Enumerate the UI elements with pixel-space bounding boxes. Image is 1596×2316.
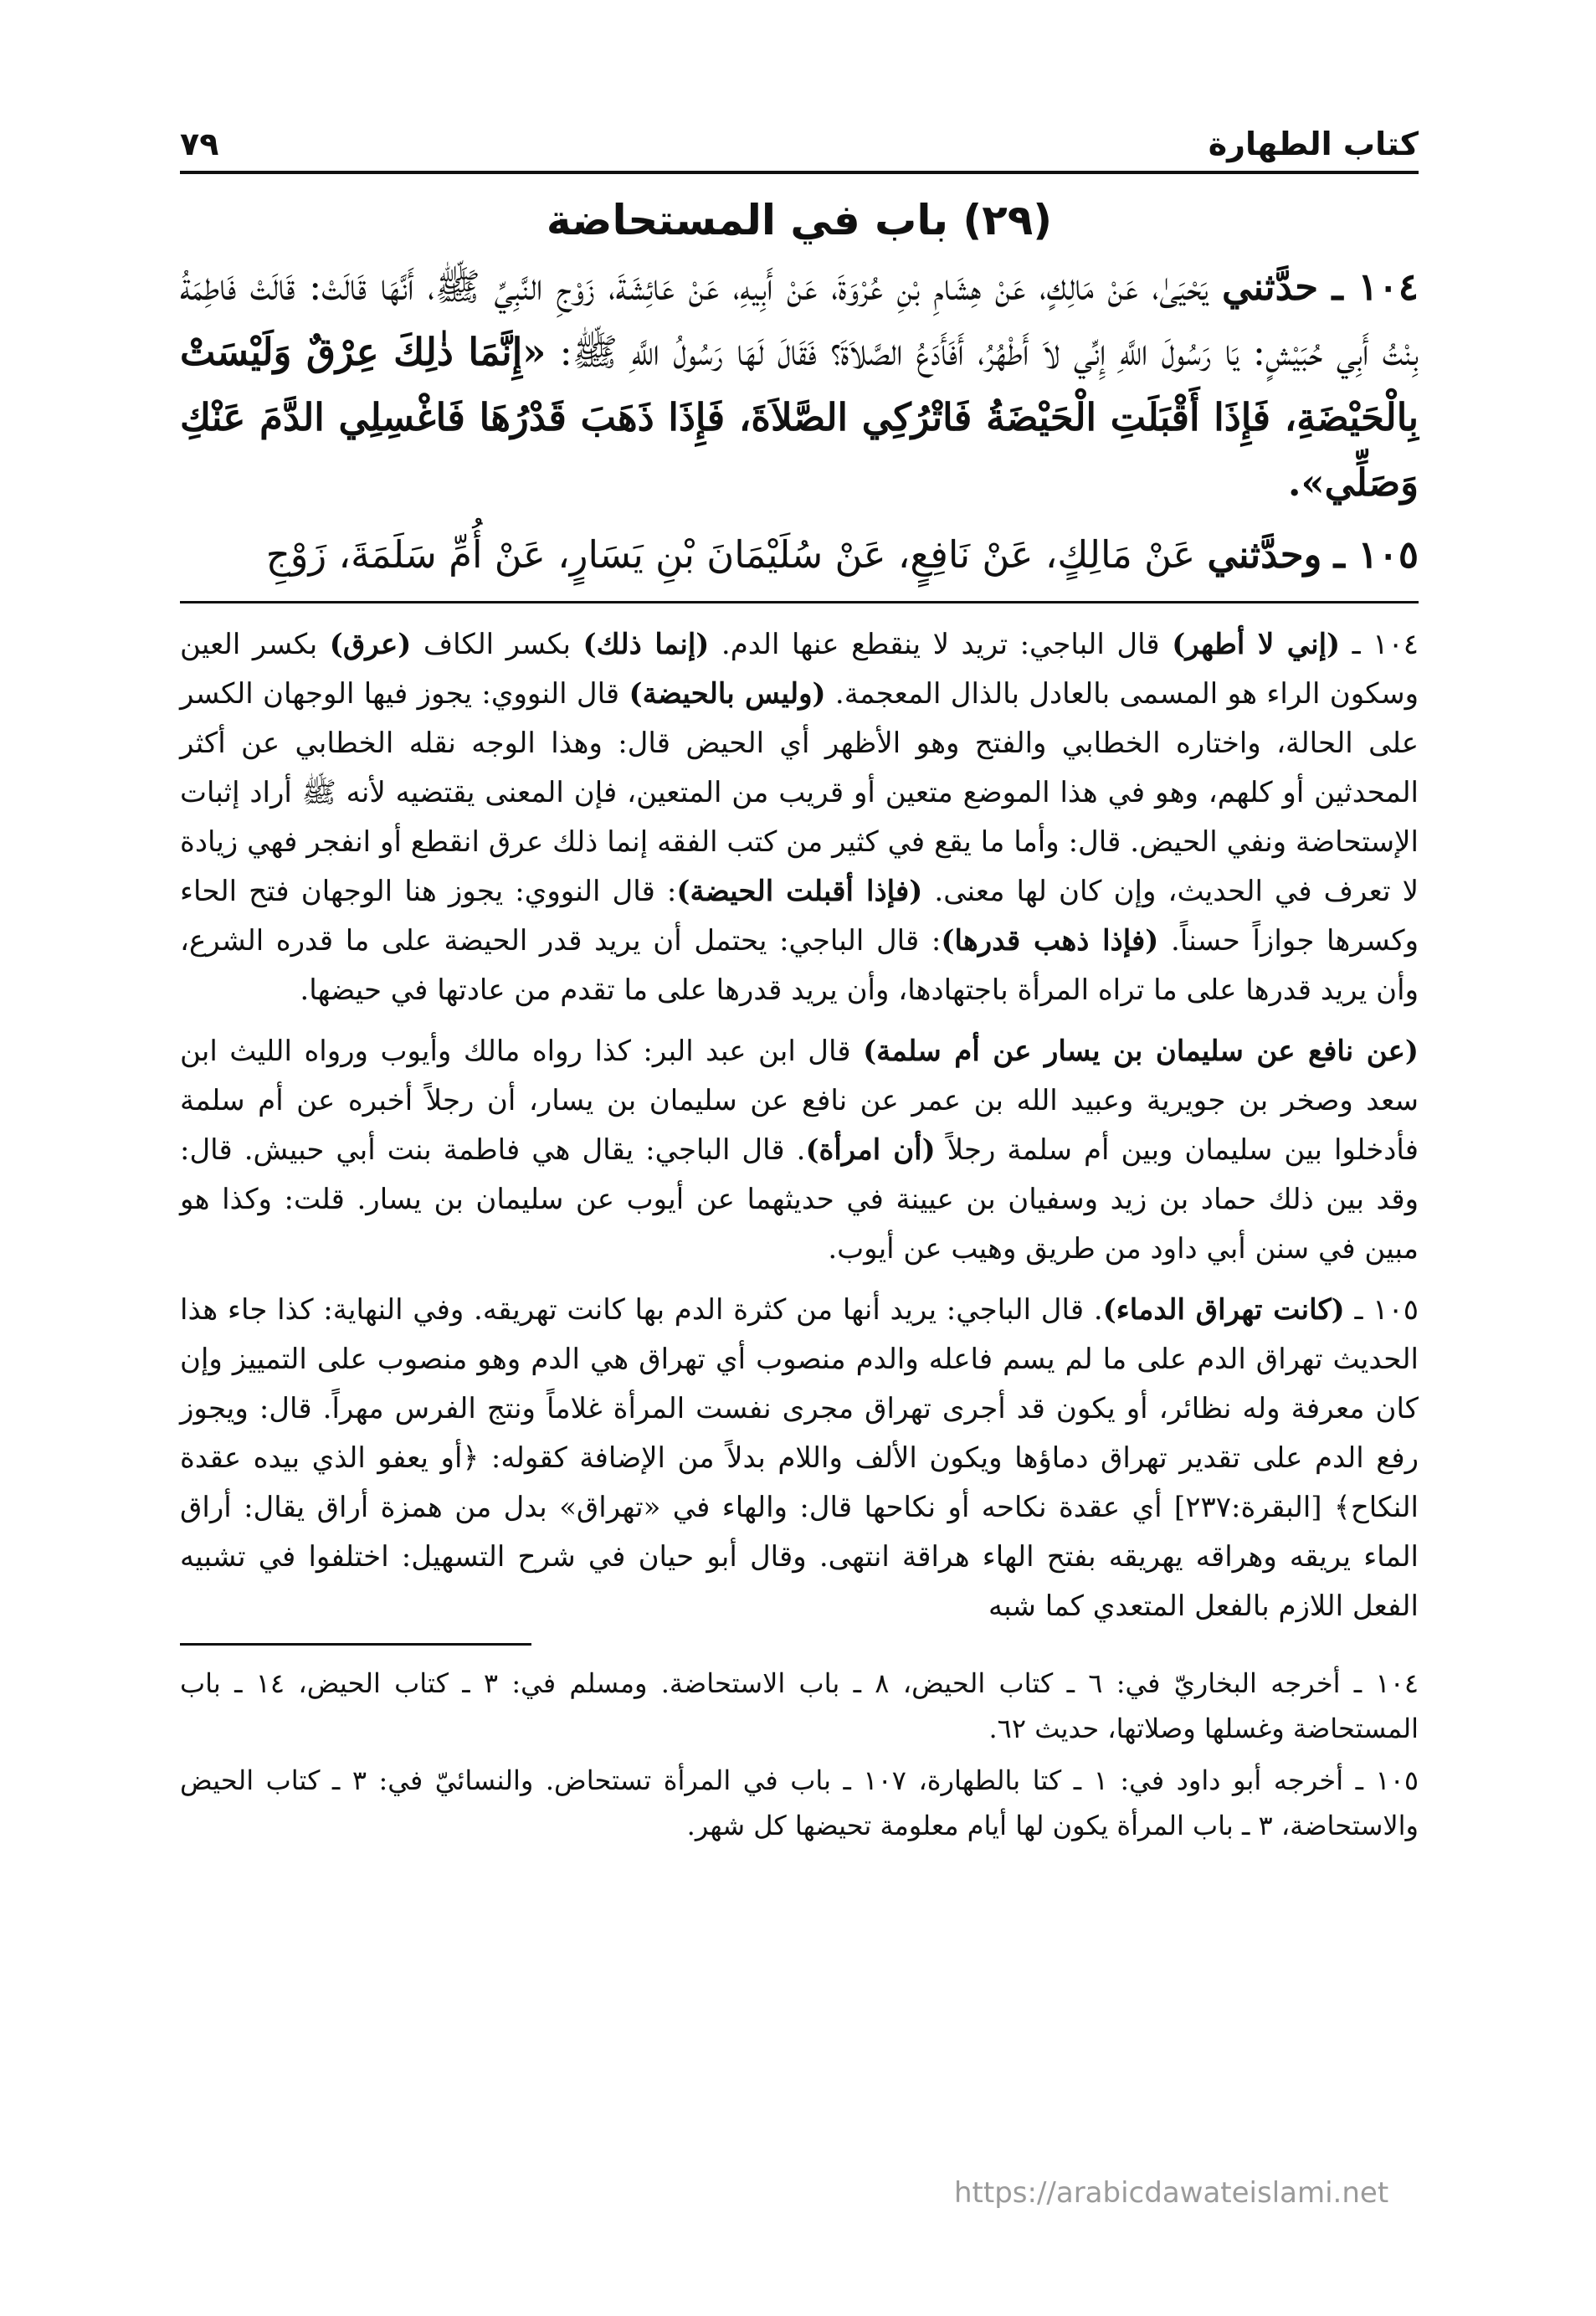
commentary-text: قال النووي: يجوز فيها الوجهان الكسر على الحالة، واختاره الخطابي والفتح وهو الأظهر أي الحيض قال: وهذا الوجه نقله الخطابي عن أكثر المحدثين أو كلهم، وهو في هذا الموضع متعين أو قريب من المتعين، فإن المعنى يقتضيه لأنه ﷺ أراد إثبات الإستحاضة ونفي الحيض. قال: وأما ما يقع في كثير من كتب الفقه إنما ذلك عرق انقطع أو انفجر فهي زيادة لا تعرف في الحديث، وإن كان لها معنى. [180, 677, 1419, 908]
hadith-matn: «إِنَّمَا ذٰلِكَ عِرْقٌ وَلَيْسَتْ بِالْحَيْضَةِ، فَإِذَا أَقْبَلَتِ الْحَيْضَةُ فَاتْرُكِي الصَّلاَةَ، فَإِذَا ذَهَبَ قَدْرُهَا فَاغْسِلِي الدَّمَ عَنْكِ وَصَلِّي». [180, 330, 1419, 505]
commentary-notes [180, 620, 1419, 1631]
commentary-lemma: (عرق) [329, 628, 412, 661]
chapter-title: (٢٩) باب في المستحاضة [546, 196, 1053, 244]
watermark-url: https://arabicdawateislami.net [954, 2176, 1389, 2210]
main-text-divider [180, 601, 1419, 603]
hadith-chain: عَنْ مَالِكٍ، عَنْ نَافِعٍ، عَنْ سُلَيْمَانَ بْنِ يَسَارٍ، عَنْ أُمِّ سَلَمَةَ، زَوْجِ [265, 532, 1196, 577]
book-title: كتاب الطهارة [1208, 126, 1419, 162]
commentary-text: ١٠٥ ـ [1344, 1293, 1419, 1327]
commentary-text: ١٠٤ ـ [1340, 628, 1419, 661]
hadith-opening: حدَّثني [1222, 264, 1319, 309]
hadith-number: ١٠٥ ـ [1333, 532, 1419, 577]
hadith-number: ١٠٤ ـ [1332, 264, 1419, 309]
commentary-text: قال ابن عبد البر: كذا رواه مالك وأيوب ورواه الليث ابن سعد وصخر بن جويرية وعبيد الله بن عمر عن نافع عن سليمان بن يسار، أن رجلاً أخبره عن أم سلمة فأدخلوا بين سليمان وبين أم سلمة رجلاً [180, 1035, 1419, 1167]
hadith-opening: وحدَّثني [1207, 532, 1322, 577]
running-header [180, 126, 1419, 174]
commentary-text: . قال الباجي: يقال هي فاطمة بنت أبي حبيش. قال: وقد بين ذلك حماد بن زيد وسفيان بن عيينة في حديثهما عن أيوب عن سليمان بن يسار. قلت: وكذا هو مبين في سنن أبي داود من طريق وهيب عن أيوب. [180, 1133, 1419, 1266]
page-number: ٧٩ [180, 126, 219, 162]
commentary-paragraph [180, 620, 1419, 1015]
commentary-text: بكسر الكاف [411, 628, 583, 661]
takhrij-note-104: ١٠٤ ـ أخرجه البخاريّ في: ٦ ـ كتاب الحيض، ٨ ـ باب الاستحاضة. ومسلم في: ٣ ـ كتاب الحيض، ١٤ ـ باب المستحاضة وغسلها وصلاتها، حديث ٦٢. [180, 1667, 1419, 1744]
commentary-lemma: (إني لا أطهر) [1172, 628, 1341, 661]
commentary-lemma: (فإذا ذهب قدرها) [941, 924, 1159, 958]
commentary-paragraph [180, 1286, 1419, 1631]
hadith-104 [180, 254, 1419, 516]
commentary-lemma: (كانت تهراق الدماء) [1102, 1293, 1345, 1327]
commentary-text: : قال النووي: يجوز هنا الوجهان فتح الحاء وكسرها جوازاً حسناً. [180, 875, 1419, 958]
commentary-lemma: (أن امرأة) [805, 1133, 936, 1167]
commentary-lemma: (وليس بالحيضة) [629, 677, 826, 711]
commentary-text: . قال الباجي: يريد أنها من كثرة الدم بها كانت تهريقه. وفي النهاية: كذا جاء هذا الحديث تهراق الدم على ما لم يسم فاعله والدم منصوب أي تهراق هي الدم وهو منصوب على التمييز وإن كان معرفة وله نظائر، أو يكون قد أجرى تهراق مجرى نفست المرأة غلاماً ونتج الفرس مهراً. قال: ويجوز رفع الدم على تقدير تهراق دماؤها ويكون الألف واللام بدلاً من الإضافة كقوله: ﴿أو يعفو الذي بيده عقدة النكاح﴾ [البقرة:٢٣٧] أي عقدة نكاحه أو نكاحها قال: والهاء في «تهراق» بدل من همزة أراق يقال: أراق الماء يريقه وهراقه يهريقه بفتح الهاء هراقة انتهى. وقال أبو حيان في شرح التسهيل: اختلفوا في تشبيه الفعل اللازم بالفعل المتعدي كما شبه [180, 1293, 1419, 1623]
commentary-text: : قال الباجي: يحتمل أن يريد قدر الحيضة على ما قدره الشرع، وأن يريد قدرها على ما تراه المرأة باجتهادها، وأن يريد قدرها على ما تقدم من عادتها في حيضها. [180, 924, 1419, 1007]
commentary-text: بكسر العين وسكون الراء هو المسمى بالعادل بالذال المعجمة. [180, 628, 1419, 711]
commentary-paragraph [180, 1027, 1419, 1274]
book-page [180, 126, 1419, 1855]
hadith-105 [180, 522, 1419, 588]
takhrij-note-105: ١٠٥ ـ أخرجه أبو داود في: ١ ـ كتا بالطهارة، ١٠٧ ـ باب في المرأة تستحاض. والنسائيّ في: ٣ ـ كتاب الحيض والاستحاضة، ٣ ـ باب المرأة يكون لها أيام معلومة تحيضها كل شهر. [180, 1764, 1419, 1841]
commentary-text: قال الباجي: تريد لا ينقطع عنها الدم. [709, 628, 1173, 661]
footnote-divider [180, 1643, 531, 1646]
commentary-lemma: (فإذا أقبلت الحيضة) [676, 875, 923, 908]
commentary-lemma: (عن نافع عن سليمان بن يسار عن أم سلمة) [863, 1035, 1419, 1068]
hadith-chain: يَحْيَىٰ، عَنْ مَالِكٍ، عَنْ هِشَامِ بْنِ عُرْوَةَ، عَنْ أَبِيهِ، عَنْ عَائِشَةَ، زَوْجِ النَّبِيِّ ﷺ، أَنَّهَا قَالَتْ: قَالَتْ فَاطِمَةُ بِنْتُ أَبِي حُبَيْشٍ: يَا رَسُولَ اللَّهِ إِنِّي لاَ أَطْهُرُ، أَفَأَدَعُ الصَّلاَةَ؟ فَقَالَ لَهَا رَسُولُ اللَّهِ ﷺ: [180, 264, 1419, 374]
commentary-lemma: (إنما ذلك) [582, 628, 710, 661]
